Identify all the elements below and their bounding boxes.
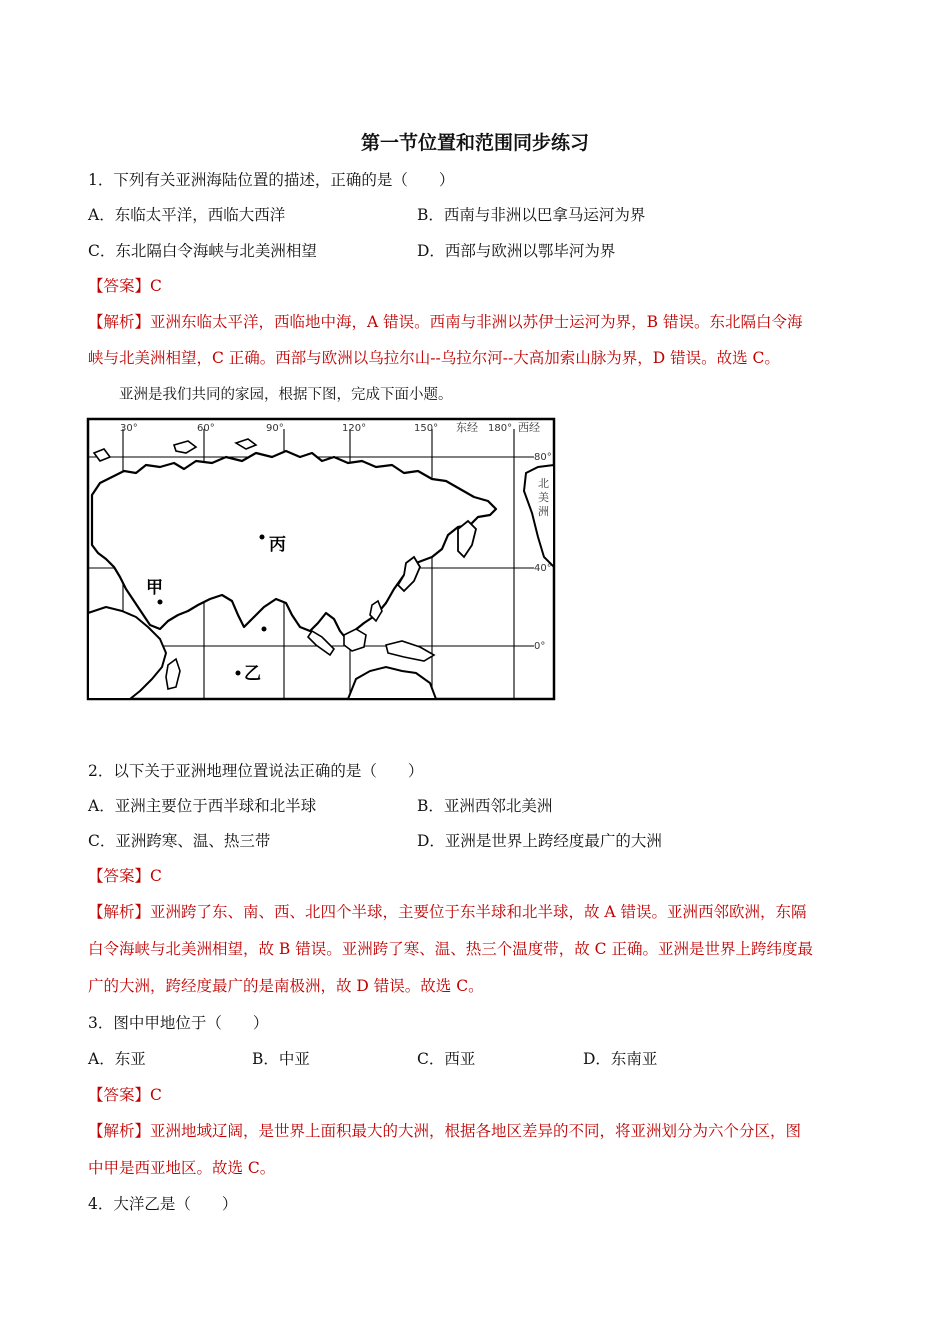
lat-label: 0° xyxy=(534,641,546,652)
question-2-stem: 2．以下关于亚洲地理位置说法正确的是（ ） xyxy=(88,762,424,780)
question-2-option-b: B．亚洲西邻北美洲 xyxy=(417,797,553,815)
question-1-option-a: A．东临太平洋，西临大西洋 xyxy=(88,206,286,224)
question-2-option-a: A．亚洲主要位于西半球和北半球 xyxy=(88,797,317,815)
point-jia-label: 甲 xyxy=(146,578,163,598)
point-jia-marker xyxy=(158,600,163,605)
question-2-analysis-line: 白令海峡与北美洲相望，故 B 错误。亚洲跨了寒、温、热三个温度带，故 C 正确。亚洲是世界上跨纬度最 xyxy=(88,940,813,958)
question-1-option-c: C．东北隔白令海峡与北美洲相望 xyxy=(88,242,317,260)
point-bing-marker xyxy=(260,535,265,540)
question-3-option-c: C．西亚 xyxy=(417,1050,476,1068)
page-title: 第一节位置和范围同步练习 xyxy=(360,132,589,154)
intro-text: 亚洲是我们共同的家园，根据下图，完成下面小题。 xyxy=(119,387,453,403)
lat-label: 40° xyxy=(534,563,552,574)
na-label: 洲 xyxy=(538,505,549,518)
lon-label: 30° xyxy=(120,423,138,434)
asia-map xyxy=(86,417,556,701)
question-2-analysis-line: 【解析】亚洲跨了东、南、西、北四个半球，主要位于东半球和北半球，故 A 错误。亚洲西邻欧洲，东隔 xyxy=(88,903,807,921)
question-3-answer: 【答案】C xyxy=(88,1086,162,1104)
lat-label: 80° xyxy=(534,452,552,463)
sri-lanka xyxy=(262,627,267,632)
point-bing-label: 丙 xyxy=(269,535,286,555)
question-3-analysis-line: 【解析】亚洲地域辽阔，是世界上面积最大的大洲，根据各地区差异的不同，将亚洲划分为六个分区，图 xyxy=(88,1122,802,1140)
question-2-option-c: C．亚洲跨寒、温、热三带 xyxy=(88,832,271,850)
lon-label-west: 西经 xyxy=(518,421,540,434)
question-3-stem: 3．图中甲地位于（ ） xyxy=(88,1014,269,1032)
question-3-option-d: D．东南亚 xyxy=(583,1050,658,1068)
question-1-analysis-line: 【解析】亚洲东临太平洋，西临地中海，A 错误。西南与非洲以苏伊士运河为界，B 错误。东北隔白令海 xyxy=(88,313,803,331)
na-label: 北 xyxy=(538,477,549,490)
na-label: 美 xyxy=(538,491,549,504)
question-3-analysis-line: 中甲是西亚地区。故选 C。 xyxy=(88,1159,276,1177)
question-3-option-b: B．中亚 xyxy=(252,1050,310,1068)
question-4-stem: 4．大洋乙是（ ） xyxy=(88,1195,238,1213)
lon-label: 180° xyxy=(488,423,513,434)
question-1-analysis-line: 峡与北美洲相望，C 正确。西部与欧洲以乌拉尔山--乌拉尔河--大高加索山脉为界，D 错误。故选 C。 xyxy=(88,349,780,367)
question-1-option-d: D．西部与欧洲以鄂毕河为界 xyxy=(417,242,616,260)
lon-label: 60° xyxy=(197,423,215,434)
question-1-option-b: B．西南与非洲以巴拿马运河为界 xyxy=(417,206,646,224)
lon-label: 120° xyxy=(342,423,367,434)
point-yi-marker xyxy=(236,671,241,676)
lon-label: 90° xyxy=(266,423,284,434)
question-2-answer: 【答案】C xyxy=(88,867,162,885)
question-2-option-d: D．亚洲是世界上跨经度最广的大洲 xyxy=(417,832,662,850)
lon-label: 150° xyxy=(414,423,439,434)
question-1-stem: 1．下列有关亚洲海陆位置的描述，正确的是（ ） xyxy=(88,171,455,189)
question-3-option-a: A．东亚 xyxy=(88,1050,146,1068)
point-yi-label: 乙 xyxy=(244,664,261,684)
lon-label-east: 东经 xyxy=(456,421,478,434)
question-2-analysis-line: 广的大洲，跨经度最广的是南极洲，故 D 错误。故选 C。 xyxy=(88,977,484,995)
question-1-answer: 【答案】C xyxy=(88,277,162,295)
